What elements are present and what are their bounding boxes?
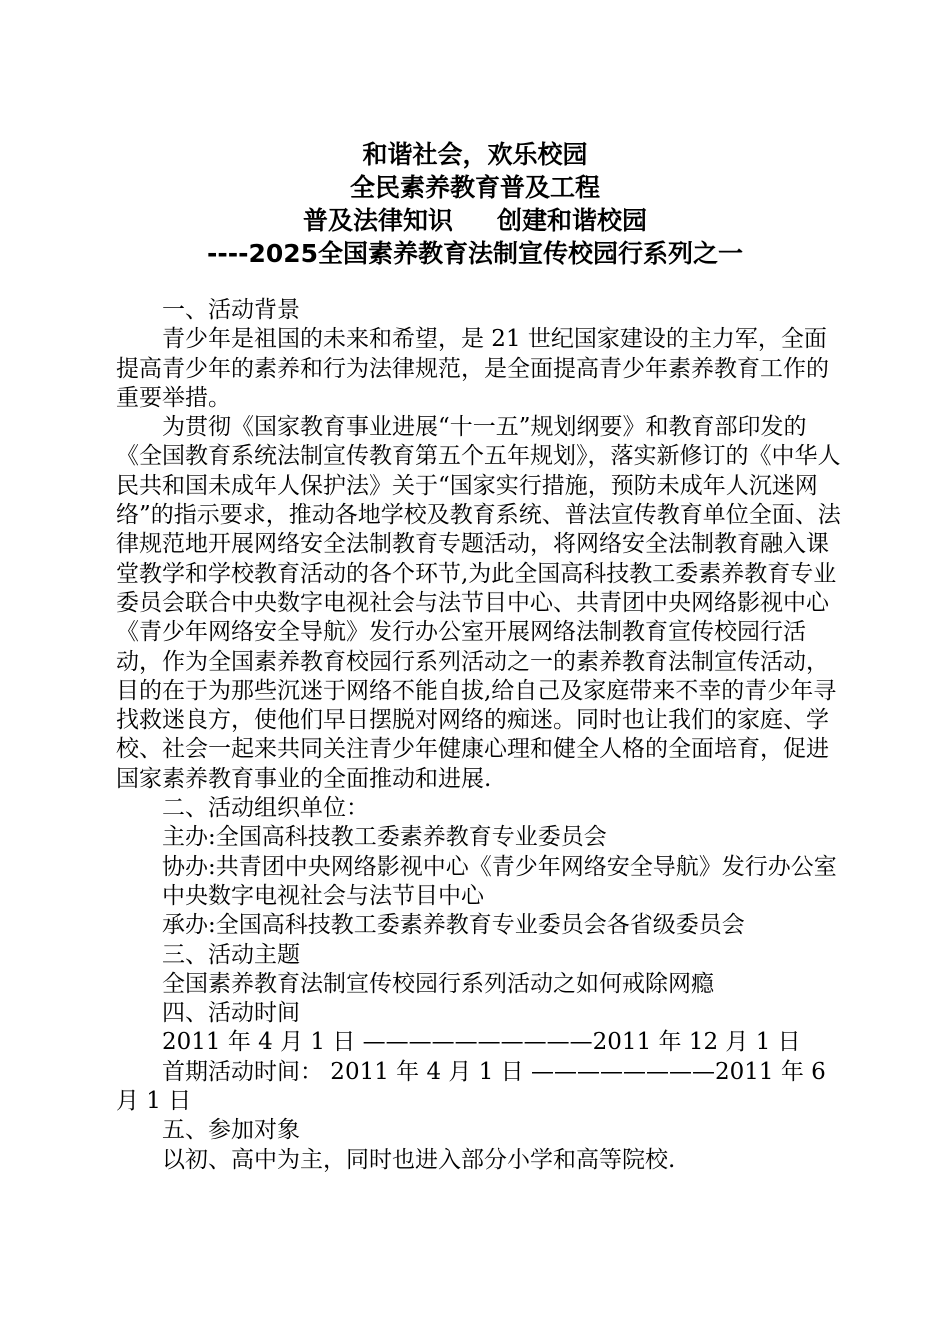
title-line-4: ----2025全国素养教育法制宣传校园行系列之一 — [206, 239, 744, 268]
section-2-center: 中央数字电视社会与法节目中心 — [162, 882, 484, 909]
section-1-heading: 一、活动背景 — [162, 297, 300, 323]
title-block — [0, 138, 950, 270]
section-3-theme: 全国素养教育法制宣传校园行系列活动之如何戒除网瘾 — [162, 970, 714, 997]
section-2-host: 主办:全国高科技教工委素养教育专业委员会 — [162, 824, 607, 851]
section-4-first-period: 首期活动时间： 2011 年 4 月 1 日 ————————2011 年 6 月 1 日 — [116, 1058, 826, 1115]
title-line-3-right: 创建和谐校园 — [497, 206, 648, 235]
title-line-2: 全民素养教育普及工程 — [349, 173, 600, 202]
title-line-1: 和谐社会，欢乐校园 — [362, 140, 588, 169]
section-5-target: 以初、高中为主，同时也进入部分小学和高等院校. — [162, 1146, 676, 1173]
section-2-organizer: 承办:全国高科技教工委素养教育专业委员会各省级委员会 — [162, 912, 745, 939]
section-3-heading: 三、活动主题 — [162, 941, 300, 968]
section-1-paragraph-2: 为贯彻《国家教育事业进展“十一五”规划纲要》和教育部印发的《全国教育系统法制宣传教育第五个五年规划》，落实新修订的《中华人民共和国未成年人保护法》关于“国家实行措施，预防未成年人沉迷网络”的指示要求，推动各地学校及教育系统、普法宣传教育单位全面、法律规范地开展网络安全法制教育专题活动，将网络安全法制教育融入课堂教学和学校教育活动的各个环节,为此全国高科技教工委素养教育专业委员会联合中央数字电视社会与法节目中心、共青团中央网络影视中心《青少年网络安全导航》发行办公室开展网络法制教育宣传校园行活动，作为全国素养教育校园行系列活动之一的素养教育法制宣传活动，目的在于为那些沉迷于网络不能自拔,给自己及家庭带来不幸的青少年寻找救迷良方，使他们早日摆脱对网络的痴迷。同时也让我们的家庭、学校、社会一起来共同关注青少年健康心理和健全人格的全面培育，促进国家素养教育事业的全面推动和进展. — [116, 414, 841, 792]
section-4-heading: 四、活动时间 — [162, 1000, 300, 1027]
document-body — [116, 296, 844, 1175]
section-2-co-organizer: 协办:共青团中央网络影视中心《青少年网络安全导航》发行办公室 — [162, 853, 837, 880]
title-line-3-left: 普及法律知识 — [302, 206, 453, 235]
section-4-date-range: 2011 年 4 月 1 日 ——————————2011 年 12 月 1 日 — [162, 1029, 801, 1056]
title-line-3 — [0, 204, 950, 237]
section-2-heading: 二、活动组织单位： — [162, 795, 369, 822]
section-1-paragraph-1: 青少年是祖国的未来和希望，是 21 世纪国家建设的主力军，全面提高青少年的素养和行为法律规范，是全面提高青少年素养教育工作的重要举措。 — [116, 326, 829, 411]
section-5-heading: 五、参加对象 — [162, 1117, 300, 1144]
